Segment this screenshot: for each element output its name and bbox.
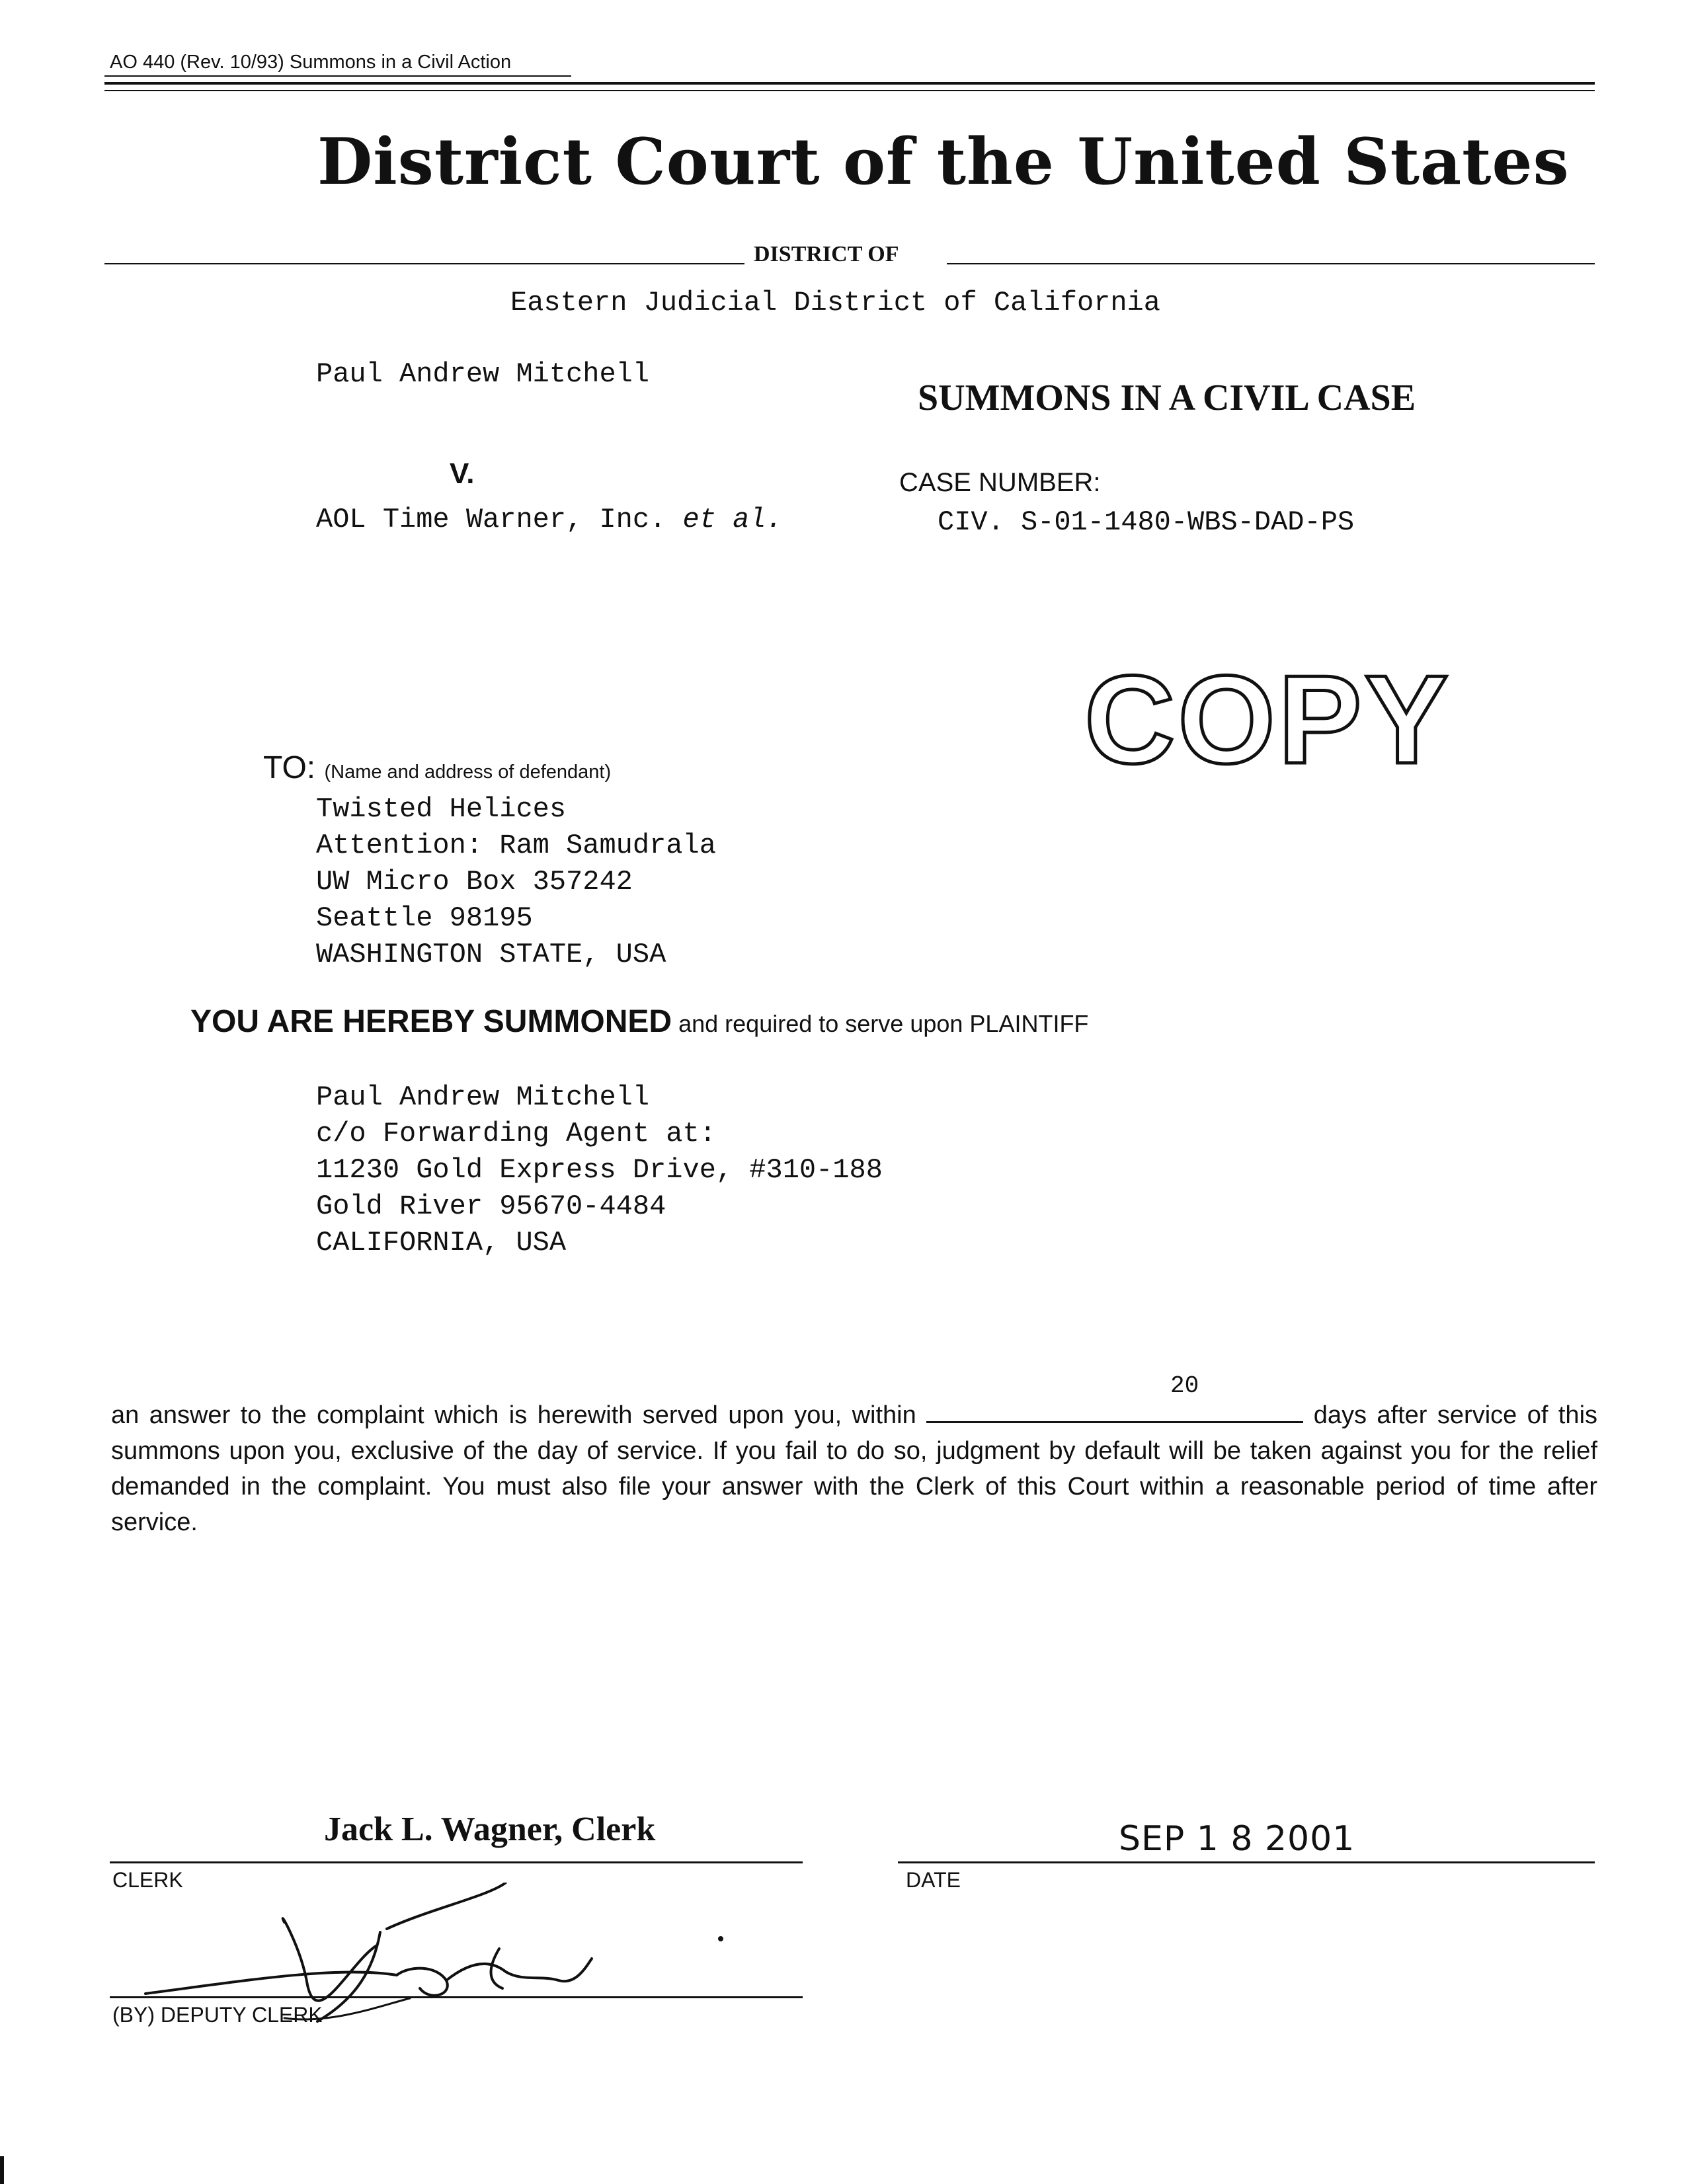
district-name: Eastern Judicial District of California	[510, 287, 1160, 319]
plaintiff-address-line: Paul Andrew Mitchell	[316, 1081, 650, 1113]
clerk-signature-line	[110, 1861, 803, 1863]
district-label: DISTRICT OF	[754, 242, 899, 266]
defendant-address-line: UW Micro Box 357242	[316, 866, 633, 898]
court-title: District Court of the United States	[317, 124, 1570, 199]
defendant-name-suffix: et al.	[682, 504, 783, 535]
plaintiff-name: Paul Andrew Mitchell	[316, 358, 650, 390]
scan-edge-mark	[0, 2156, 4, 2184]
date-line	[898, 1861, 1595, 1863]
plaintiff-address-line: CALIFORNIA, USA	[316, 1227, 567, 1259]
case-number-value: CIV. S-01-1480-WBS-DAD-PS	[938, 506, 1355, 538]
defendant-address-line: Twisted Helices	[316, 793, 567, 825]
clerk-label: CLERK	[112, 1868, 183, 1892]
defendant-address-line: Seattle 98195	[316, 902, 533, 934]
to-label-note: (Name and address of defendant)	[324, 761, 612, 783]
answer-paragraph	[111, 1397, 1597, 1540]
versus-label: V.	[450, 457, 475, 490]
date-label: DATE	[906, 1868, 961, 1892]
header-rule-top	[104, 82, 1595, 85]
answer-text-before: an answer to the complaint which is herewith served upon you, within	[111, 1401, 916, 1429]
district-rule-right	[947, 263, 1595, 264]
summoned-headline-rest: and required to serve upon PLAINTIFF	[678, 1010, 1089, 1037]
clerk-name: Jack L. Wagner, Clerk	[324, 1811, 656, 1848]
defendant-name-main: AOL Time Warner, Inc.	[316, 504, 666, 535]
defendant-name	[316, 504, 783, 535]
header-rule-bottom	[104, 90, 1595, 91]
defendant-address-line: WASHINGTON STATE, USA	[316, 939, 666, 970]
to-label-text: TO:	[263, 750, 316, 785]
date-value: SEP 1 8 2001	[1119, 1819, 1355, 1859]
to-label	[263, 750, 611, 786]
case-number-label: CASE NUMBER:	[899, 468, 1101, 497]
document-title: SUMMONS IN A CIVIL CASE	[918, 377, 1416, 418]
summoned-statement	[190, 1003, 1088, 1040]
copy-stamp: COPY	[1084, 650, 1451, 790]
district-rule-left	[104, 263, 744, 264]
summoned-headline: YOU ARE HEREBY SUMMONED	[190, 1004, 672, 1039]
answer-days-blank	[926, 1401, 1303, 1423]
deputy-signature-line	[110, 1996, 803, 1998]
answer-text-after: days after service of this summons upon you, exclusive of the day of service. If you fail to do so, judgment by default will be taken against you for the relief demanded in the complaint. You must also file your answer with the Clerk of this Court within a reasonable period of time after service.	[111, 1401, 1598, 1536]
form-identifier: AO 440 (Rev. 10/93) Summons in a Civil Action	[110, 52, 512, 73]
answer-days-value: 20	[1170, 1372, 1199, 1399]
defendant-address-line: Attention: Ram Samudrala	[316, 830, 716, 861]
deputy-clerk-label: (BY) DEPUTY CLERK	[112, 2003, 323, 2027]
plaintiff-address-line: 11230 Gold Express Drive, #310-188	[316, 1154, 883, 1186]
plaintiff-address-line: c/o Forwarding Agent at:	[316, 1118, 716, 1150]
header-underline-thin	[104, 75, 571, 77]
plaintiff-address-line: Gold River 95670-4484	[316, 1190, 666, 1222]
